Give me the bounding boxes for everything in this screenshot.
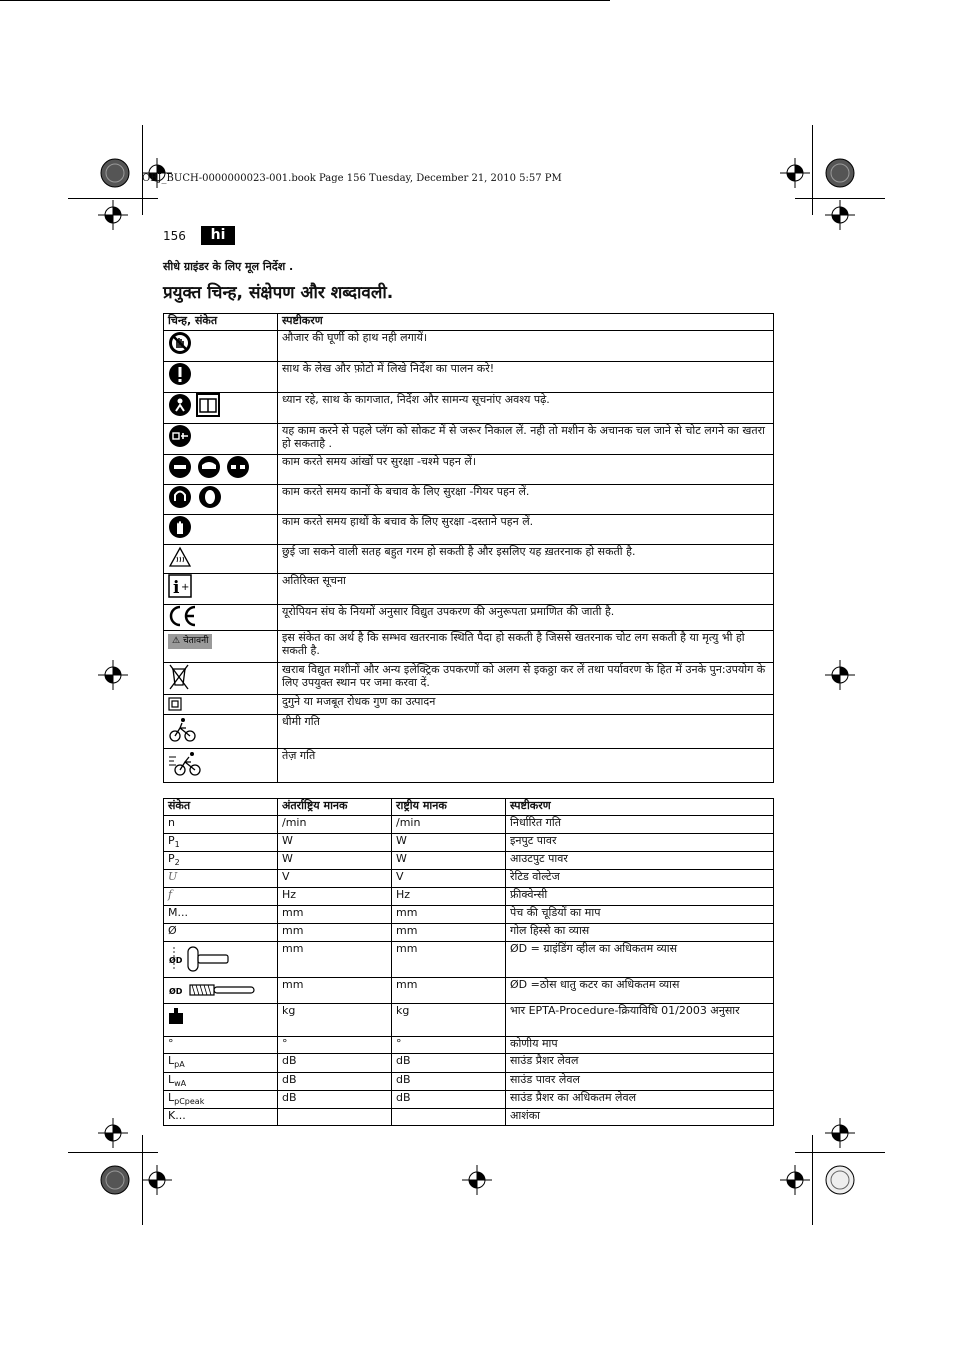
- explanation-text: छुई जा सकने वाली सतह बहुत गरम हो सकती है और इसलिए यह ख़तरनाक हो सकती है.: [278, 545, 774, 574]
- explanation-text: काम करते समय कानों के बचाव के लिए सुरक्षा -गियर पहन लें.: [278, 485, 774, 515]
- ce-mark-icon: [168, 605, 198, 627]
- explanation-cell: आशंका: [506, 1108, 774, 1125]
- explanation-text: यूरोपियन संघ के नियमों अनुसार विद्युत उपकरण की अनुरूपता प्रमाणित की जाती है.: [278, 605, 774, 631]
- slow-speed-icon: [168, 715, 198, 743]
- section-heading: प्रयुक्त चिन्ह, संक्षेपण और शब्दावली.: [163, 283, 394, 303]
- registration-target-icon: [98, 660, 128, 690]
- registration-target-icon: [142, 1165, 172, 1195]
- natl-unit-cell: °: [392, 1037, 506, 1054]
- registration-target-icon: [98, 1118, 128, 1148]
- column-header: अंतर्राष्ट्रिय मानक: [278, 799, 392, 816]
- intl-unit-cell: dB: [278, 1072, 392, 1090]
- explanation-cell: इनपुट पावर: [506, 834, 774, 852]
- intl-unit-cell: °: [278, 1037, 392, 1054]
- table-row: [164, 574, 774, 605]
- table-row: [164, 695, 774, 715]
- table-row: [164, 888, 774, 906]
- warning-exclamation-icon: [168, 362, 192, 386]
- symbol-cell: $L_{wA}$: [164, 1072, 278, 1090]
- table-row: [164, 1072, 774, 1090]
- symbol-cell: K...: [164, 1108, 278, 1125]
- explanation-cell: पेच की चूडियों का माप: [506, 906, 774, 924]
- explanation-cell: ØD = ग्राइंडिंग व्हील का अधिकतम व्यास: [506, 942, 774, 978]
- natl-unit-cell: [392, 1108, 506, 1125]
- table-row: [164, 1037, 774, 1054]
- explanation-cell: निर्धारित गति: [506, 816, 774, 834]
- symbol-cell: °: [164, 1037, 278, 1054]
- warning-label: चेतावनी: [182, 636, 209, 646]
- color-wheel-icon: [825, 1165, 855, 1195]
- intl-unit-cell: dB: [278, 1090, 392, 1108]
- intl-unit-cell: kg: [278, 1004, 392, 1037]
- symbol-cell: [164, 1004, 278, 1037]
- hand-protection-icon: [168, 515, 192, 539]
- intl-unit-cell: dB: [278, 1054, 392, 1072]
- table-row: [164, 852, 774, 870]
- natl-unit-cell: dB: [392, 1054, 506, 1072]
- table-row: [164, 715, 774, 749]
- column-header: स्पष्टीकरण: [506, 799, 774, 816]
- explanation-text: धीमी गति: [278, 715, 774, 749]
- registration-target-icon: [462, 1165, 492, 1195]
- table-row: [164, 1090, 774, 1108]
- intl-unit-cell: /min: [278, 816, 392, 834]
- registration-target-icon: [98, 200, 128, 230]
- explanation-text: तेज़ गति: [278, 749, 774, 783]
- explanation-text: दुगुने या मजबूत रोधक गुण का उत्पादन: [278, 695, 774, 715]
- info-icon: [168, 574, 194, 598]
- table-row: [164, 1108, 774, 1125]
- explanation-cell: साउंड पावर लेवल: [506, 1072, 774, 1090]
- ear-protection-icon: [168, 485, 222, 509]
- table-row: [164, 749, 774, 783]
- unplug-icon: [168, 424, 192, 448]
- registration-target-icon: [825, 660, 855, 690]
- symbols-table: [163, 313, 774, 783]
- color-wheel-icon: [100, 1165, 130, 1195]
- registration-target-icon: [825, 1118, 855, 1148]
- explanation-text: काम करते समय आंखों पर सुरक्षा -चश्मे पहन लें।: [278, 455, 774, 485]
- weight-icon: [168, 1007, 184, 1025]
- intl-unit-cell: [278, 1108, 392, 1125]
- natl-unit-cell: dB: [392, 1072, 506, 1090]
- svg-text:i: i: [173, 578, 180, 598]
- natl-unit-cell: V: [392, 870, 506, 888]
- explanation-cell: फ्रीक्वेन्सी: [506, 888, 774, 906]
- intl-unit-cell: W: [278, 852, 392, 870]
- symbol-cell: M...: [164, 906, 278, 924]
- natl-unit-cell: Hz: [392, 888, 506, 906]
- table-row: [164, 834, 774, 852]
- warning-label-icon: ⚠ चेतावनी: [168, 634, 212, 649]
- color-wheel-icon: [825, 158, 855, 188]
- svg-text:ØD: ØD: [169, 956, 183, 966]
- page-number: 156: [163, 229, 186, 243]
- symbol-cell: n: [164, 816, 278, 834]
- column-header: चिन्ह, संकेत: [164, 314, 278, 331]
- table-row: [164, 978, 774, 1004]
- no-touch-icon: [168, 331, 192, 355]
- explanation-cell: ØD =ठोस धातु कटर का अधिकतम व्यास: [506, 978, 774, 1004]
- table-row: [164, 816, 774, 834]
- intl-unit-cell: mm: [278, 978, 392, 1004]
- natl-unit-cell: mm: [392, 924, 506, 942]
- explanation-cell: साउंड प्रैशर लेवल: [506, 1054, 774, 1072]
- hot-surface-icon: [168, 545, 192, 569]
- explanation-text: इस संकेत का अर्थ है कि सम्भव खतरनाक स्थिति पैदा हो सकती है जिससे खतरनाक चोट लग सकती है या मृत्यु भी हो सकती है.: [278, 631, 774, 663]
- intl-unit-cell: W: [278, 834, 392, 852]
- explanation-text: खराब विद्युत मशीनों और अन्य इलेक्ट्रिक उपकरणों को अलग से इकठ्ठा कर लें तथा पर्यावरण के हित में उनके पुन:उपयोग के लिए उपयुक्त स्थान पर जमा करवा दें.: [278, 663, 774, 695]
- explanation-text: ध्यान रहे, साथ के कागजात, निर्देश और सामन्य सूचनांए अवश्य पढ़े.: [278, 393, 774, 424]
- explanation-text: औजार की घूर्णी को हाथ नही लगायें।: [278, 331, 774, 362]
- table-row: [164, 424, 774, 455]
- section-subtitle: सीधे ग्राइंडर के लिए मूल निर्देश .: [163, 260, 294, 273]
- natl-unit-cell: /min: [392, 816, 506, 834]
- table-row: [164, 924, 774, 942]
- double-insulation-icon: [168, 697, 182, 711]
- table-row: [164, 545, 774, 574]
- header-rule: [0, 0, 610, 1]
- explanation-text: यह काम करने से पहले प्लॅग को सोकट में से जरूर निकाल लें. नही तो मशीन के अचानक चल जाने से चोट लगने का खतरा हो सकताहै .: [278, 424, 774, 455]
- explanation-cell: भार EPTA-Procedure-क्रियाविधि 01/2003 अनुसार: [506, 1004, 774, 1037]
- explanation-cell: रेटिड वोल्टेज: [506, 870, 774, 888]
- column-header: राष्ट्रीय मानक: [392, 799, 506, 816]
- table-row: [164, 331, 774, 362]
- intl-unit-cell: mm: [278, 942, 392, 978]
- symbol-cell: Ø: [164, 924, 278, 942]
- intl-unit-cell: mm: [278, 906, 392, 924]
- natl-unit-cell: dB: [392, 1090, 506, 1108]
- read-manual-icon: [168, 393, 220, 417]
- natl-unit-cell: mm: [392, 978, 506, 1004]
- table-row: [164, 362, 774, 393]
- intl-unit-cell: Hz: [278, 888, 392, 906]
- table-row: [164, 631, 774, 663]
- registration-target-icon: [780, 1165, 810, 1195]
- table-row: [164, 906, 774, 924]
- intl-unit-cell: mm: [278, 924, 392, 942]
- column-header: स्पष्टीकरण: [278, 314, 774, 331]
- symbol-cell: $P_1$: [164, 834, 278, 852]
- symbol-cell: f: [164, 888, 278, 906]
- registration-target-icon: [825, 200, 855, 230]
- weee-bin-icon: [168, 663, 190, 691]
- table-row: [164, 870, 774, 888]
- grinding-wheel-diameter-icon: [168, 944, 234, 974]
- natl-unit-cell: mm: [392, 906, 506, 924]
- book-header-line: OBJ_BUCH-0000000023-001.book Page 156 Tuesday, December 21, 2010 5:57 PM: [142, 173, 562, 184]
- explanation-text: काम करते समय हाथों के बचाव के लिए सुरक्षा -दस्ताने पहन लें.: [278, 515, 774, 545]
- intl-unit-cell: V: [278, 870, 392, 888]
- natl-unit-cell: W: [392, 852, 506, 870]
- eye-protection-icon: [168, 455, 250, 479]
- symbol-cell: [164, 978, 278, 1004]
- column-header: संकेत: [164, 799, 278, 816]
- explanation-cell: गोल हिस्से का व्यास: [506, 924, 774, 942]
- table-row: [164, 1004, 774, 1037]
- symbol-cell: $L_{pCpeak}$: [164, 1090, 278, 1108]
- registration-target-icon: [780, 158, 810, 188]
- natl-unit-cell: kg: [392, 1004, 506, 1037]
- explanation-text: अतिरिक्त सूचना: [278, 574, 774, 605]
- symbol-cell: U: [164, 870, 278, 888]
- symbol-cell: $L_{pA}$: [164, 1054, 278, 1072]
- svg-text:+: +: [181, 582, 190, 593]
- fast-speed-icon: [168, 749, 202, 777]
- table-row: [164, 663, 774, 695]
- explanation-cell: आउटपुट पावर: [506, 852, 774, 870]
- color-wheel-icon: [100, 158, 130, 188]
- natl-unit-cell: W: [392, 834, 506, 852]
- language-badge: hi: [201, 226, 235, 245]
- explanation-cell: साउंड प्रैशर का अधिकतम लेवल: [506, 1090, 774, 1108]
- table-row: [164, 393, 774, 424]
- table-row: [164, 515, 774, 545]
- symbol-cell: [164, 942, 278, 978]
- table-row: [164, 1054, 774, 1072]
- explanation-cell: कोणीय माप: [506, 1037, 774, 1054]
- natl-unit-cell: mm: [392, 942, 506, 978]
- table-row: [164, 455, 774, 485]
- svg-text:ØD: ØD: [169, 987, 183, 997]
- table-row: [164, 942, 774, 978]
- cutter-diameter-icon: [168, 980, 258, 1000]
- explanation-text: साथ के लेख और फ़ोटो में लिखे निर्देश का पालन करे!: [278, 362, 774, 393]
- units-table: [163, 798, 774, 1126]
- table-row: [164, 485, 774, 515]
- table-row: [164, 605, 774, 631]
- symbol-cell: $P_2$: [164, 852, 278, 870]
